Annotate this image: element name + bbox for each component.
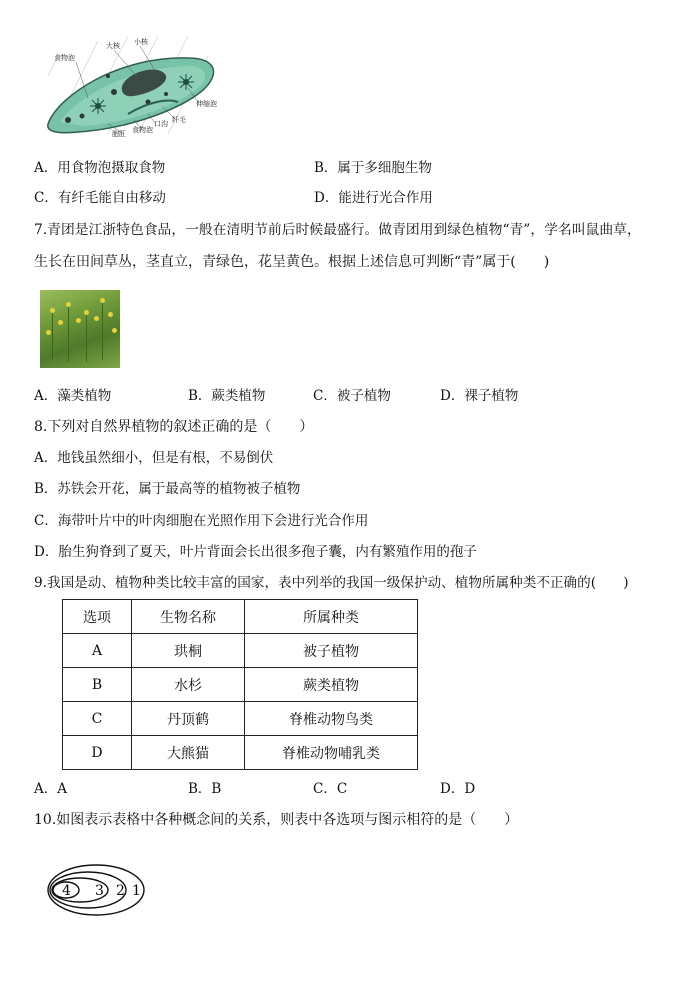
q8-option-b[interactable]: B．苏铁会开花，属于最高等的植物被子植物 <box>34 481 301 497</box>
table-row <box>63 634 418 668</box>
table-cell: C <box>63 702 132 736</box>
paramecium-drawing <box>38 36 228 136</box>
table-header-row <box>63 600 418 634</box>
q7-option-b[interactable]: B．蕨类植物 <box>188 388 266 404</box>
q8-stem: 8.下列对自然界植物的叙述正确的是（ ） <box>34 419 314 435</box>
table-cell: 脊椎动物鸟类 <box>245 702 418 736</box>
paramecium-figure <box>38 36 228 136</box>
label-anal-pore: 胞肛 <box>112 130 126 138</box>
q9-table <box>62 599 418 770</box>
table-cell: 水杉 <box>132 668 245 702</box>
q6-option-d[interactable]: D．能进行光合作用 <box>314 190 433 206</box>
label-contractile-vacuole: 伸缩泡 <box>196 100 217 108</box>
q7-option-d[interactable]: D．裸子植物 <box>440 388 519 404</box>
table-cell: 蕨类植物 <box>245 668 418 702</box>
table-row <box>63 736 418 770</box>
label-food-vacuole-2: 食物泡 <box>132 126 153 134</box>
ellipse-label-1: 1 <box>132 883 141 899</box>
label-oral-groove: 口沟 <box>154 120 168 128</box>
nested-ellipses-drawing <box>46 860 150 920</box>
table-cell: A <box>63 634 132 668</box>
nested-ellipses-figure <box>46 860 150 920</box>
q7-option-c[interactable]: C．被子植物 <box>313 388 391 404</box>
table-cell: 脊椎动物哺乳类 <box>245 736 418 770</box>
table-header: 选项 <box>63 600 132 634</box>
q7-stem-line1: 7.青团是江浙特色食品，一般在清明节前后时候最盛行。做青团用到绿色植物“青”，学名叫鼠曲草， <box>34 222 641 238</box>
ellipse-label-2: 2 <box>116 883 125 899</box>
q10-stem: 10.如图表示表格中各种概念间的关系，则表中各选项与图示相符的是（ ） <box>34 812 519 828</box>
ellipse-label-4: 4 <box>62 883 71 899</box>
q8-option-a[interactable]: A．地钱虽然细小，但是有根，不易倒伏 <box>34 450 274 466</box>
q6-option-c[interactable]: C．有纤毛能自由移动 <box>34 190 166 206</box>
table-header: 生物名称 <box>132 600 245 634</box>
q9-option-c[interactable]: C．C <box>313 781 348 797</box>
label-cilia: 纤毛 <box>172 116 186 124</box>
table-row <box>63 702 418 736</box>
table-cell: D <box>63 736 132 770</box>
q6-option-b[interactable]: B．属于多细胞生物 <box>314 160 432 176</box>
label-food-vacuole: 食物泡 <box>54 54 75 62</box>
table-header: 所属种类 <box>245 600 418 634</box>
q7-stem-line2: 生长在田间草丛，茎直立，青绿色，花呈黄色。根据上述信息可判断“青”属于( ) <box>34 254 550 270</box>
q9-option-b[interactable]: B．B <box>188 781 222 797</box>
table-cell: 丹顶鹤 <box>132 702 245 736</box>
table-cell: 珙桐 <box>132 634 245 668</box>
table-cell: 大熊猫 <box>132 736 245 770</box>
q9-option-d[interactable]: D．D <box>440 781 476 797</box>
ellipse-label-3: 3 <box>95 883 104 899</box>
cudweed-photo <box>40 290 120 368</box>
q9-stem: 9.我国是动、植物种类比较丰富的国家，表中列举的我国一级保护动、植物所属种类不正确的( ) <box>34 575 629 591</box>
table-cell: B <box>63 668 132 702</box>
q8-option-c[interactable]: C．海带叶片中的叶肉细胞在光照作用下会进行光合作用 <box>34 513 369 529</box>
label-micronucleus: 小核 <box>134 38 148 46</box>
q9-option-a[interactable]: A．A <box>34 781 67 797</box>
table-cell: 被子植物 <box>245 634 418 668</box>
q7-option-a[interactable]: A．藻类植物 <box>34 388 112 404</box>
table-row <box>63 668 418 702</box>
q8-option-d[interactable]: D．胎生狗脊到了夏天，叶片背面会长出很多孢子囊，内有繁殖作用的孢子 <box>34 544 477 560</box>
q6-option-a[interactable]: A．用食物泡摄取食物 <box>34 160 166 176</box>
label-macronucleus: 大核 <box>106 42 120 50</box>
